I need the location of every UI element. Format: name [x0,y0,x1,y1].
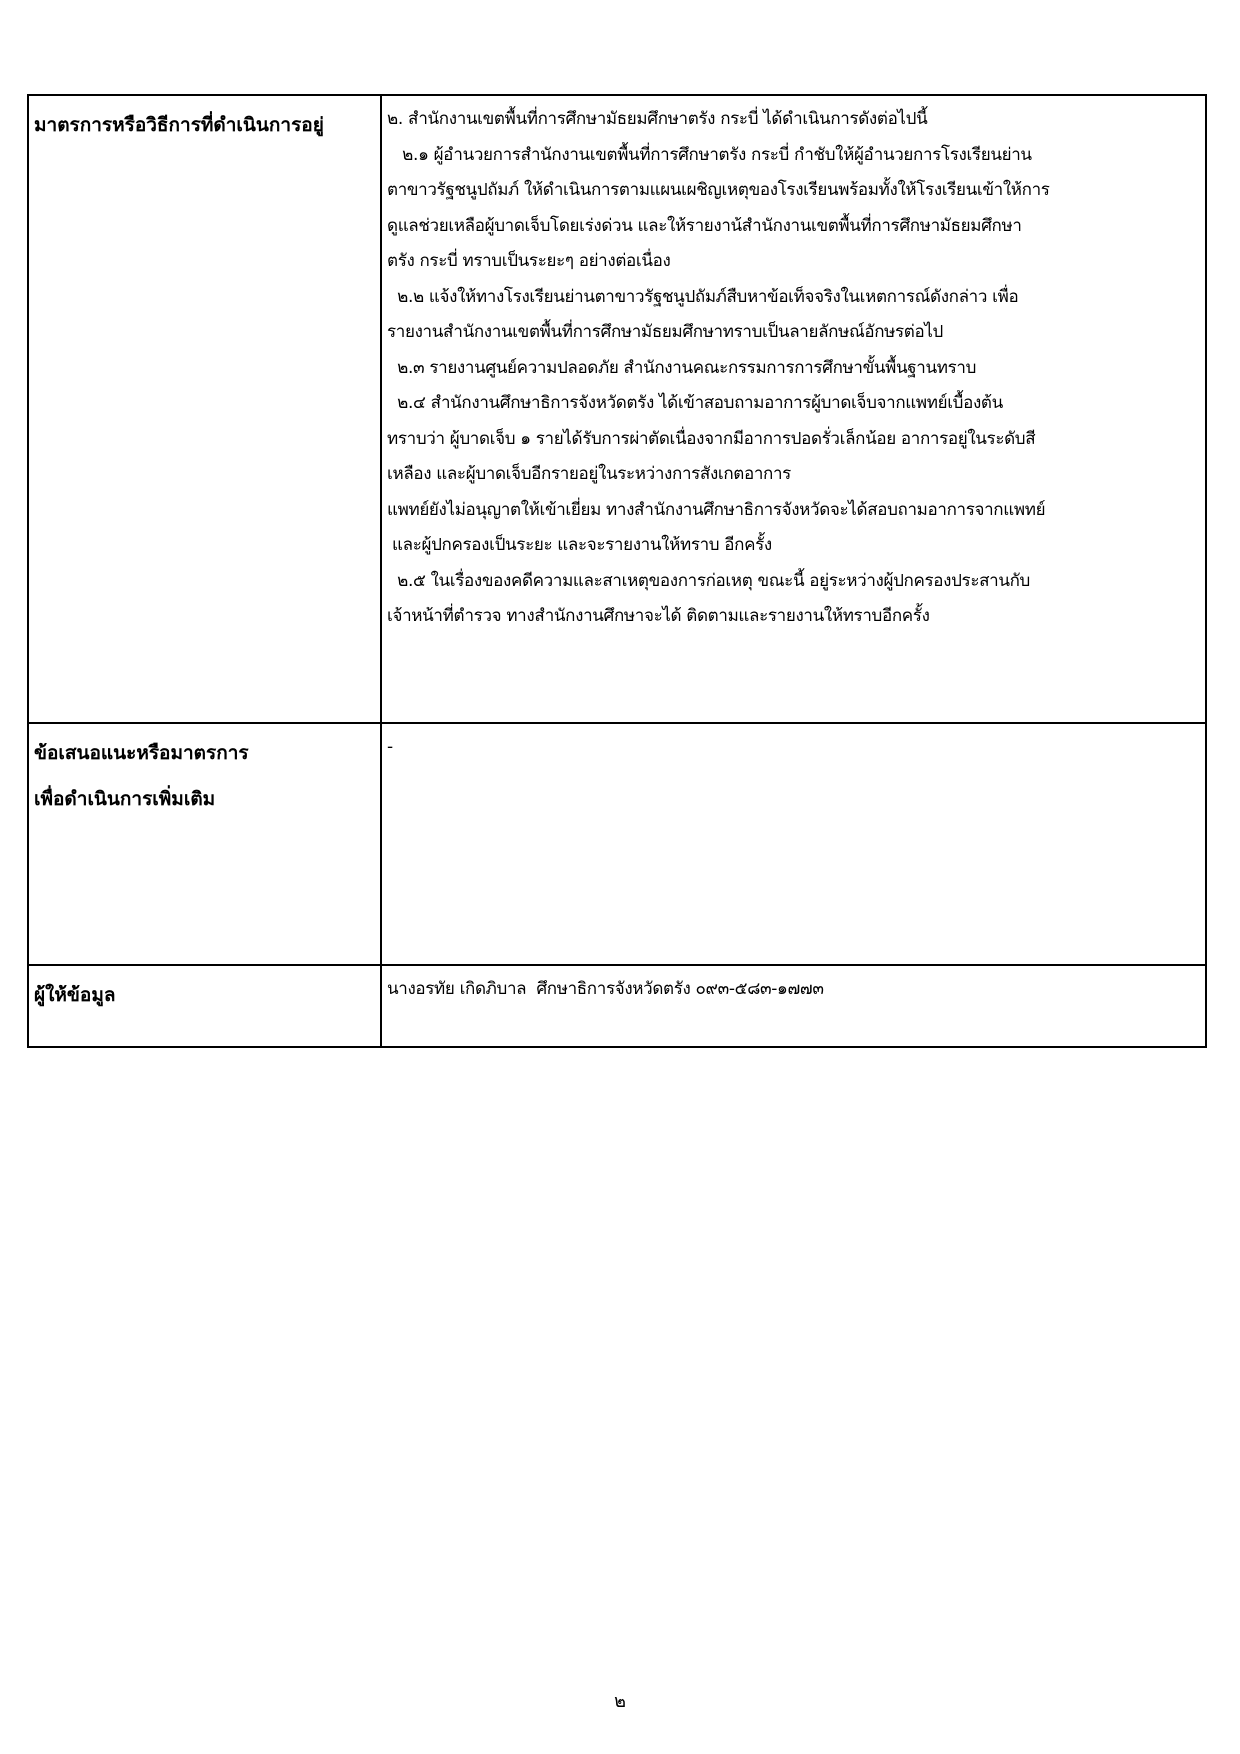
suggestions-label-cell [28,723,381,965]
measures-line: ๒.๓ รายงานศูนย์ความปลอดภัย สำนักงานคณะกรรมการการศึกษาขั้นพื้นฐานทราบ [387,357,977,378]
measures-line: ตรัง กระบี่ ทราบเป็นระยะๆ อย่างต่อเนื่อง [387,251,671,271]
measures-line: ๒.๑ ผู้อำนวยการสำนักงานเขตพื้นที่การศึกษาตรัง กระบี่ กำชับให้ผู้อำนวยการโรงเรียนย่าน [387,144,1032,165]
informant-label: ผู้ให้ข้อมูล [34,984,116,1006]
informant-content-cell [381,965,1206,1047]
suggestions-label-line2: เพื่อดำเนินการเพิ่มเติม [34,788,216,810]
measures-line: ตาขาวรัฐชนูปถัมภ์ ให้ดำเนินการตามแผนเผชิญเหตุของโรงเรียนพร้อมทั้งให้โรงเรียนเข้าให้การ [387,180,1050,200]
measures-label: มาตรการหรือวิธีการที่ดำเนินการอยู่ [34,114,324,136]
page-number: ๒ [614,1691,626,1712]
measures-content-cell [381,95,1206,723]
measures-content [387,102,1201,635]
measures-line: ๒.๒ แจ้งให้ทางโรงเรียนย่านตาขาวรัฐชนูปถัมภ์สืบหาข้อเท็จจริงในเหตการณ์ดังกล่าว เพื่อ [387,286,1019,307]
measures-line: และผู้ปกครองเป็นระยะ และจะรายงานให้ทราบ อีกครั้ง [387,535,772,555]
measures-label-cell [28,95,381,723]
informant-row [28,965,1206,1047]
measures-line: แพทย์ยังไม่อนุญาตให้เข้าเยี่ยม ทางสำนักงานศึกษาธิการจังหวัดจะได้สอบถามอาการจากแพทย์ [387,499,1046,520]
suggestions-label-line1: ข้อเสนอแนะหรือมาตรการ [34,742,249,764]
measures-line: ๒.๔ สำนักงานศึกษาธิการจังหวัดตรัง ได้เข้าสอบถามอาการผู้บาดเจ็บจากแพทย์เบื้องต้น [387,393,1003,413]
informant-value: นางอรทัย เกิดภิบาล ศึกษาธิการจังหวัดตรัง ๐๙๓-๕๘๓-๑๗๗๓ [387,979,824,999]
measures-line: เจ้าหน้าที่ตำรวจ ทางสำนักงานศึกษาจะได้ ติดตามและรายงานให้ทราบอีกครั้ง [387,606,930,626]
measures-line: ดูแลช่วยเหลือผู้บาดเจ็บโดยเร่งด่วน และให้รายงาน้สำนักงานเขตพื้นที่การศึกษามัธยมศึกษา [387,215,1022,236]
measures-line: ๒. สำนักงานเขตพื้นที่การศึกษามัธยมศึกษาตรัง กระบี่ ได้ดำเนินการดังต่อไปนี้ [387,109,928,129]
suggestions-value: - [387,737,393,757]
informant-label-cell [28,965,381,1047]
suggestions-content-cell [381,723,1206,965]
measures-line: รายงานสำนักงานเขตพื้นที่การศึกษามัธยมศึกษาทราบเป็นลายลักษณ์อักษรต่อไป [387,322,943,342]
measures-row [28,95,1206,723]
report-table [27,94,1207,1048]
measures-line: ๒.๕ ในเรื่องของคดีความและสาเหตุของการก่อเหตุ ขณะนี้ อยู่ระหว่างผู้ปกครองประสานกับ [387,570,1030,591]
suggestions-row [28,723,1206,965]
measures-line: เหลือง และผู้บาดเจ็บอีกรายอยู่ในระหว่างการสังเกตอาการ [387,464,791,484]
measures-line: ทราบว่า ผู้บาดเจ็บ ๑ รายได้รับการผ่าตัดเนื่องจากมีอาการปอดรั่วเล็กน้อย อาการอยู่ในระดับสี [387,428,1036,449]
